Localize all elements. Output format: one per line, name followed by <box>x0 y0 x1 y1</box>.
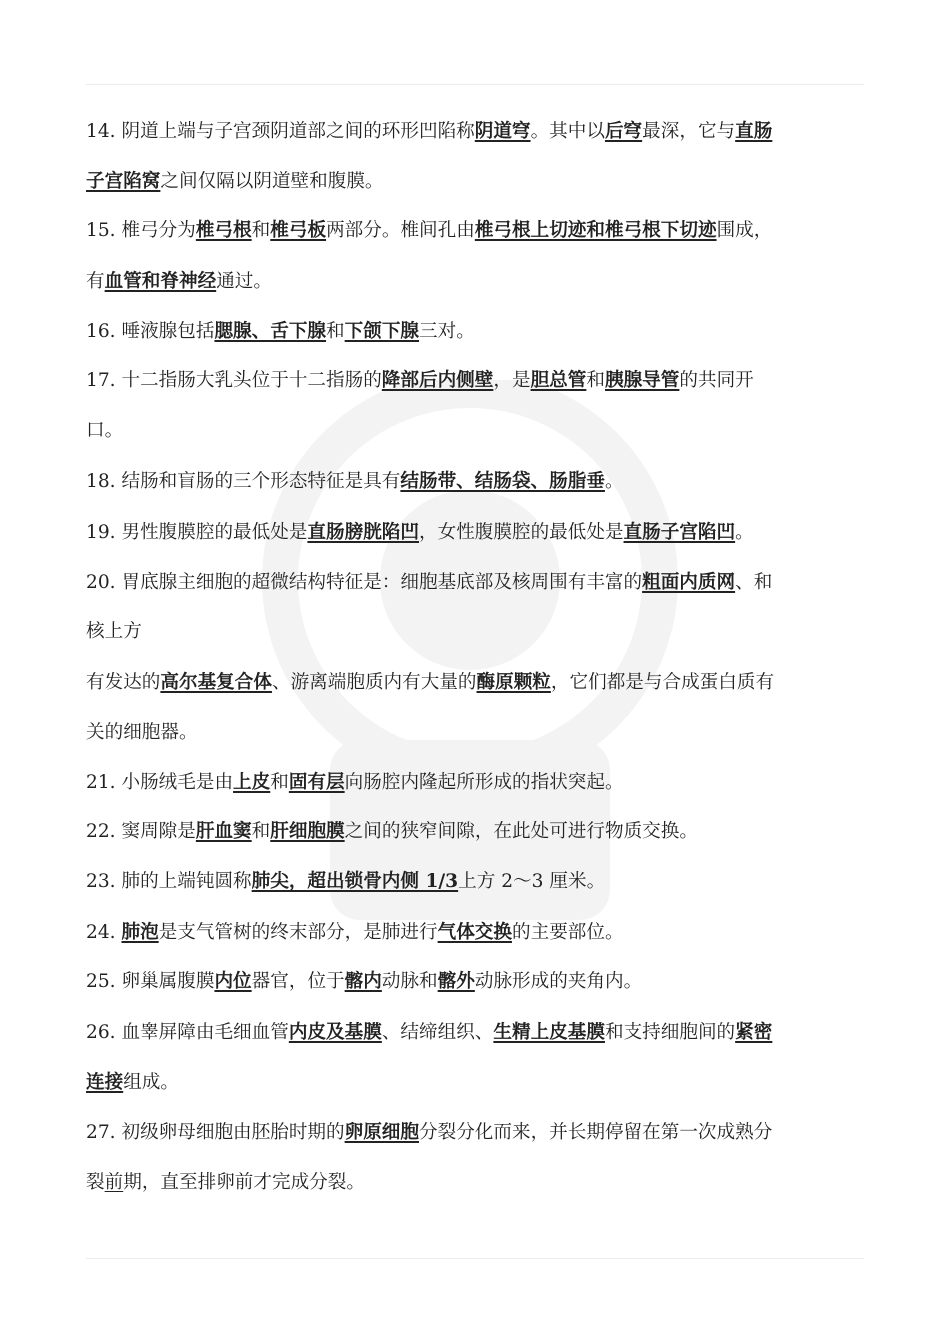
answer-term: 内位 <box>214 971 252 992</box>
body-text: 20. 胃底腺主细胞的超微结构特征是：细胞基底部及核周围有丰富的 <box>86 572 643 593</box>
body-text: 之间仅隔以阴道壁和腹膜。 <box>160 171 384 192</box>
answer-term: 肝血窦 <box>195 821 252 842</box>
body-text: ，是 <box>493 370 531 391</box>
body-text: 24. <box>86 922 122 943</box>
answer-term: 胆总管 <box>530 370 587 391</box>
answer-term: 胰腺导管 <box>604 370 680 391</box>
text-line <box>86 768 624 798</box>
body-text: 的共同开 <box>679 370 754 391</box>
body-text: 器官，位于 <box>251 971 345 992</box>
answer-term: 气体交换 <box>437 922 512 943</box>
body-text: 。 <box>735 522 754 543</box>
body-text: 组成。 <box>123 1072 179 1093</box>
text-line <box>86 617 142 647</box>
answer-term: 生精上皮基膜 <box>493 1022 605 1043</box>
text-line <box>86 167 384 197</box>
answer-term: 椎弓根上切迹和椎弓根下切迹 <box>474 220 717 241</box>
text-line <box>86 518 754 548</box>
answer-term: 肝细胞膜 <box>270 821 345 842</box>
body-text: 和 <box>270 772 289 793</box>
text-line <box>86 1168 365 1198</box>
text-line <box>86 918 624 948</box>
answer-term: 上皮 <box>233 772 271 793</box>
body-text: 最深，它与 <box>642 121 736 142</box>
answer-term: 降部后内侧壁 <box>381 370 494 391</box>
answer-term: 直肠膀胱陷凹 <box>307 522 419 543</box>
answer-term: 肺尖，超出锁骨内侧 1/3 <box>251 871 459 892</box>
body-text: 上方 2～3 厘米。 <box>458 871 606 892</box>
body-text: 动脉形成的夹角内。 <box>474 971 643 992</box>
answer-term: 粗面内质网 <box>642 572 736 593</box>
answer-term: 阴道穹 <box>474 121 531 142</box>
body-text: ，它们都是与合成蛋白质有 <box>550 672 775 693</box>
body-text: 和支持细胞间的 <box>604 1022 736 1043</box>
body-text: 动脉和 <box>381 971 438 992</box>
answer-term: 固有层 <box>288 772 345 793</box>
text-line <box>86 967 642 997</box>
text-line <box>86 467 624 497</box>
answer-term: 结肠带、结肠袋、肠脂垂 <box>400 471 605 492</box>
text-line <box>86 568 772 598</box>
body-text: 26. 血睾屏障由毛细血管 <box>86 1022 289 1043</box>
body-text: 、游离端胞质内有大量的 <box>271 672 477 693</box>
body-text: 有 <box>86 271 105 292</box>
body-text: 分裂分化而来，并长期停留在第一次成熟分 <box>419 1122 773 1143</box>
answer-term: 肺泡 <box>121 922 159 943</box>
body-text: 两部分。椎间孔由 <box>326 220 475 241</box>
answer-term: 直肠子宫陷凹 <box>623 522 736 543</box>
body-text: 通过。 <box>216 271 272 292</box>
body-text: 15. 椎弓分为 <box>86 220 196 241</box>
text-line <box>86 366 754 396</box>
text-line <box>86 668 774 698</box>
text-line <box>86 1068 179 1098</box>
answer-term: 髂外 <box>437 971 475 992</box>
body-text: 和 <box>251 821 271 842</box>
answer-term: 髂内 <box>344 971 382 992</box>
text-line <box>86 117 772 147</box>
text-line <box>86 1018 772 1048</box>
body-text: 的主要部位。 <box>512 922 624 943</box>
body-text: 、和 <box>735 572 773 593</box>
text-line <box>86 718 198 748</box>
body-text: 19. 男性腹膜腔的最低处是 <box>86 522 308 543</box>
body-text: 和 <box>326 321 345 342</box>
answer-term: 下颌下腺 <box>344 321 420 342</box>
body-text: 围成， <box>716 220 773 241</box>
answer-term: 腮腺、舌下腺 <box>214 321 327 342</box>
top-divider <box>86 84 864 85</box>
body-text: 21. 小肠绒毛是由 <box>86 772 234 793</box>
answer-term: 卵原细胞 <box>344 1122 419 1143</box>
text-line <box>86 817 698 847</box>
body-text: ，女性腹膜腔的最低处是 <box>419 522 624 543</box>
body-text: 关的细胞器。 <box>86 722 198 743</box>
underlined-text: 前 <box>104 1172 124 1193</box>
body-text: 17. 十二指肠大乳头位于十二指肠的 <box>86 370 382 391</box>
answer-term: 内皮及基膜 <box>288 1022 382 1043</box>
text-line <box>86 416 123 446</box>
text-line <box>86 1118 772 1148</box>
body-text: 裂 <box>86 1172 105 1193</box>
answer-term: 后穹 <box>604 121 643 142</box>
body-text: 22. 窦周隙是 <box>86 821 196 842</box>
answer-term: 紧密 <box>735 1022 773 1043</box>
body-text: 三对。 <box>419 321 475 342</box>
text-line <box>86 317 475 347</box>
bottom-divider <box>86 1258 864 1259</box>
body-text: 口。 <box>86 420 124 441</box>
body-text: 16. 唾液腺包括 <box>86 321 215 342</box>
body-text: 期，直至排卵前才完成分裂。 <box>123 1172 365 1193</box>
answer-term: 血管和脊神经 <box>104 271 217 292</box>
answer-term: 高尔基复合体 <box>160 672 272 693</box>
body-text: 向肠腔内隆起所形成的指状突起。 <box>344 772 624 793</box>
answer-term: 连接 <box>86 1072 124 1093</box>
text-line <box>86 216 772 246</box>
body-text: 18. 结肠和盲肠的三个形态特征是具有 <box>86 471 401 492</box>
body-text: 核上方 <box>86 621 142 642</box>
body-text: 14. 阴道上端与子宫颈阴道部之间的环形凹陷称 <box>86 121 475 142</box>
body-text: 23. 肺的上端钝圆称 <box>86 871 252 892</box>
answer-term: 酶原颗粒 <box>476 672 551 693</box>
answer-term: 子宫陷窝 <box>86 171 161 192</box>
answer-term: 椎弓根 <box>195 220 252 241</box>
watermark-logo-icon <box>210 380 730 940</box>
body-text: 有发达的 <box>86 672 161 693</box>
body-text: 之间的狭窄间隙，在此处可进行物质交换。 <box>344 821 698 842</box>
body-text: 。其中以 <box>530 121 605 142</box>
body-text: 25. 卵巢属腹膜 <box>86 971 215 992</box>
answer-term: 椎弓板 <box>270 220 327 241</box>
body-text: 和 <box>251 220 271 241</box>
body-text: 和 <box>586 370 605 391</box>
body-text: 、结缔组织、 <box>381 1022 494 1043</box>
answer-term: 直肠 <box>735 121 773 142</box>
body-text: 27. 初级卵母细胞由胚胎时期的 <box>86 1122 345 1143</box>
body-text: 。 <box>604 471 624 492</box>
body-text: 是支气管树的终末部分，是肺进行 <box>158 922 438 943</box>
text-line <box>86 867 605 897</box>
text-line <box>86 267 272 297</box>
